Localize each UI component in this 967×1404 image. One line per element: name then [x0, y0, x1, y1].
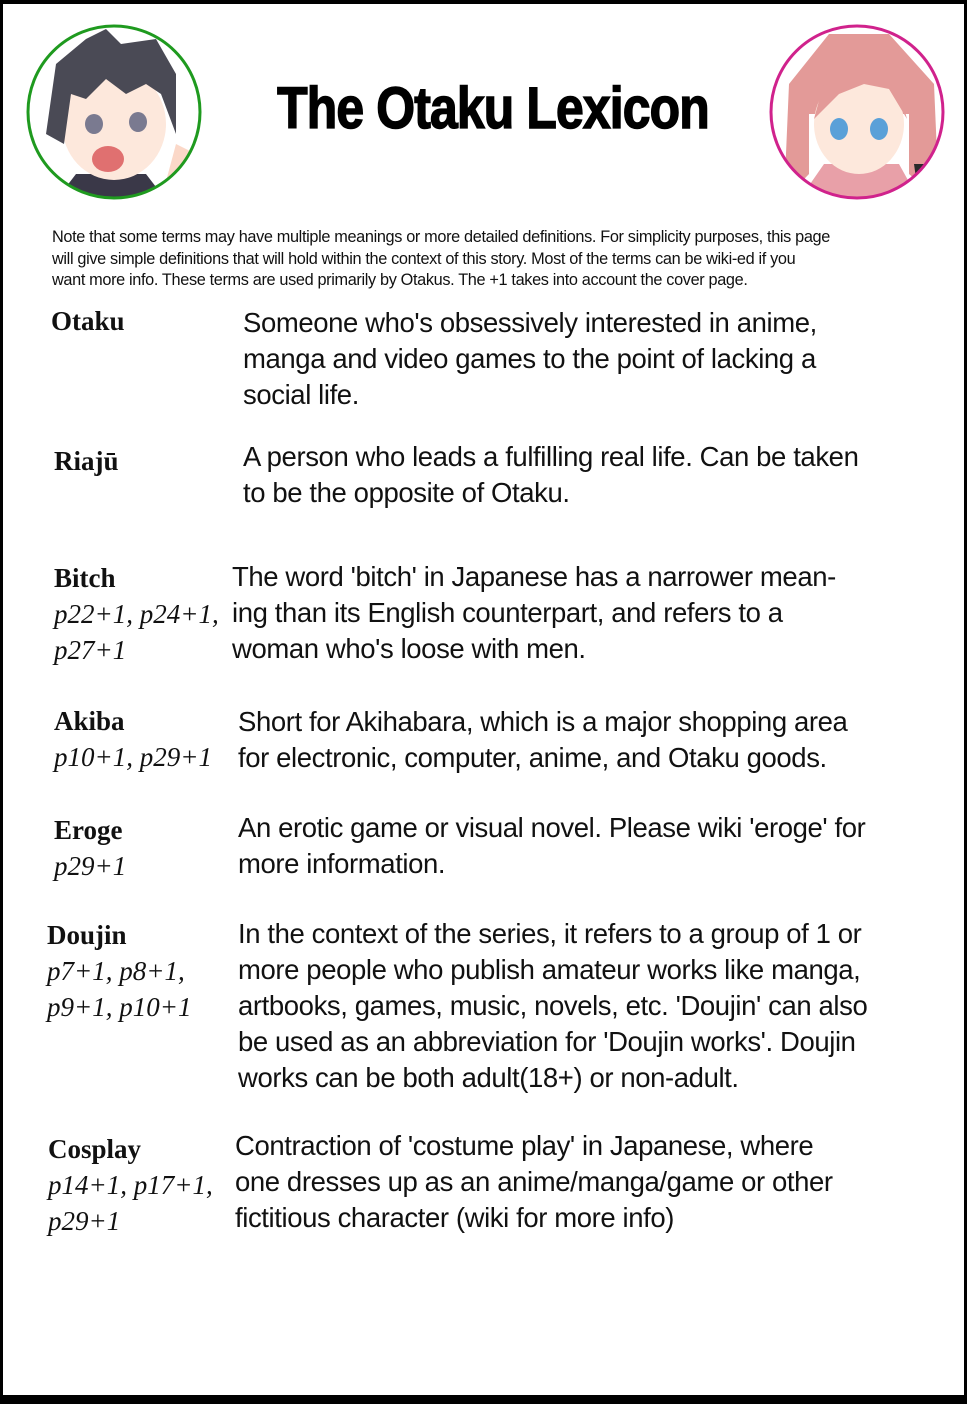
note-line: Note that some terms may have multiple meanings or more detailed definitions. For simplicity purposes, this page	[52, 228, 830, 246]
term-otaku	[51, 303, 125, 339]
term-name: Bitch	[54, 563, 116, 593]
term-name: Riajū	[54, 446, 119, 476]
girl-avatar-icon	[769, 24, 945, 200]
definition-akiba	[238, 704, 847, 776]
term-name: Otaku	[51, 306, 125, 336]
definition-riaju	[243, 439, 858, 511]
page-refs: p9+1, p10+1	[47, 992, 192, 1022]
definition-line: An erotic game or visual novel. Please wiki 'eroge' for	[238, 812, 866, 843]
definition-cosplay	[235, 1128, 833, 1236]
definition-line: Contraction of 'costume play' in Japanese, where	[235, 1130, 814, 1161]
note-line: want more info. These terms are used primarily by Otakus. The +1 takes into account the cover page.	[52, 271, 748, 289]
page-refs: p27+1	[54, 635, 127, 665]
definition-line: ing than its English counterpart, and refers to a	[232, 597, 783, 628]
page-refs: p14+1, p17+1,	[48, 1170, 213, 1200]
definition-line: woman who's loose with men.	[232, 633, 586, 664]
definition-line: for electronic, computer, anime, and Otaku goods.	[238, 742, 827, 773]
definition-line: In the context of the series, it refers to a group of 1 or	[238, 918, 862, 949]
definition-line: one dresses up as an anime/manga/game or other	[235, 1166, 833, 1197]
definition-line: more information.	[238, 848, 446, 879]
term-name: Cosplay	[48, 1134, 142, 1164]
definition-line: The word 'bitch' in Japanese has a narrower mean-	[232, 561, 836, 592]
definition-line: artbooks, games, music, novels, etc. 'Doujin' can also	[238, 990, 868, 1021]
definition-eroge	[238, 810, 865, 882]
term-eroge	[54, 812, 126, 884]
page-title: The Otaku Lexicon	[277, 76, 709, 141]
definition-line: works can be both adult(18+) or non-adult.	[238, 1062, 739, 1093]
note-line: will give simple definitions that will hold within the context of this story. Most of the terms can be wiki-ed if you	[52, 249, 796, 268]
definition-line: fictitious character (wiki for more info)	[235, 1202, 675, 1233]
page-refs: p10+1, p29+1	[54, 742, 212, 772]
definition-line: be used as an abbreviation for 'Doujin works'. Doujin	[238, 1026, 856, 1057]
definition-line: more people who publish amateur works like manga,	[238, 954, 861, 985]
page-refs: p7+1, p8+1,	[47, 956, 185, 986]
lexicon-page	[3, 4, 964, 1395]
term-cosplay	[48, 1131, 213, 1239]
definition-line: Someone who's obsessively interested in anime,	[243, 307, 817, 338]
term-name: Doujin	[47, 920, 127, 950]
definition-line: manga and video games to the point of lacking a	[243, 343, 816, 374]
definition-line: A person who leads a fulfilling real life. Can be taken	[243, 441, 859, 472]
definition-line: social life.	[243, 379, 359, 410]
term-doujin	[47, 917, 191, 1025]
term-akiba	[54, 703, 212, 775]
definition-otaku	[243, 305, 817, 413]
page-refs: p29+1	[48, 1206, 121, 1236]
boy-avatar-icon	[26, 24, 202, 200]
definition-bitch	[232, 559, 836, 667]
term-riaju	[54, 443, 119, 479]
definition-line: Short for Akihabara, which is a major shopping area	[238, 706, 848, 737]
term-name: Akiba	[54, 706, 125, 736]
term-bitch	[54, 560, 219, 668]
definition-doujin	[238, 916, 867, 1096]
intro-note	[52, 227, 952, 292]
term-name: Eroge	[54, 815, 123, 845]
page-refs: p29+1	[54, 851, 127, 881]
page-refs: p22+1, p24+1,	[54, 599, 219, 629]
definition-line: to be the opposite of Otaku.	[243, 477, 570, 508]
